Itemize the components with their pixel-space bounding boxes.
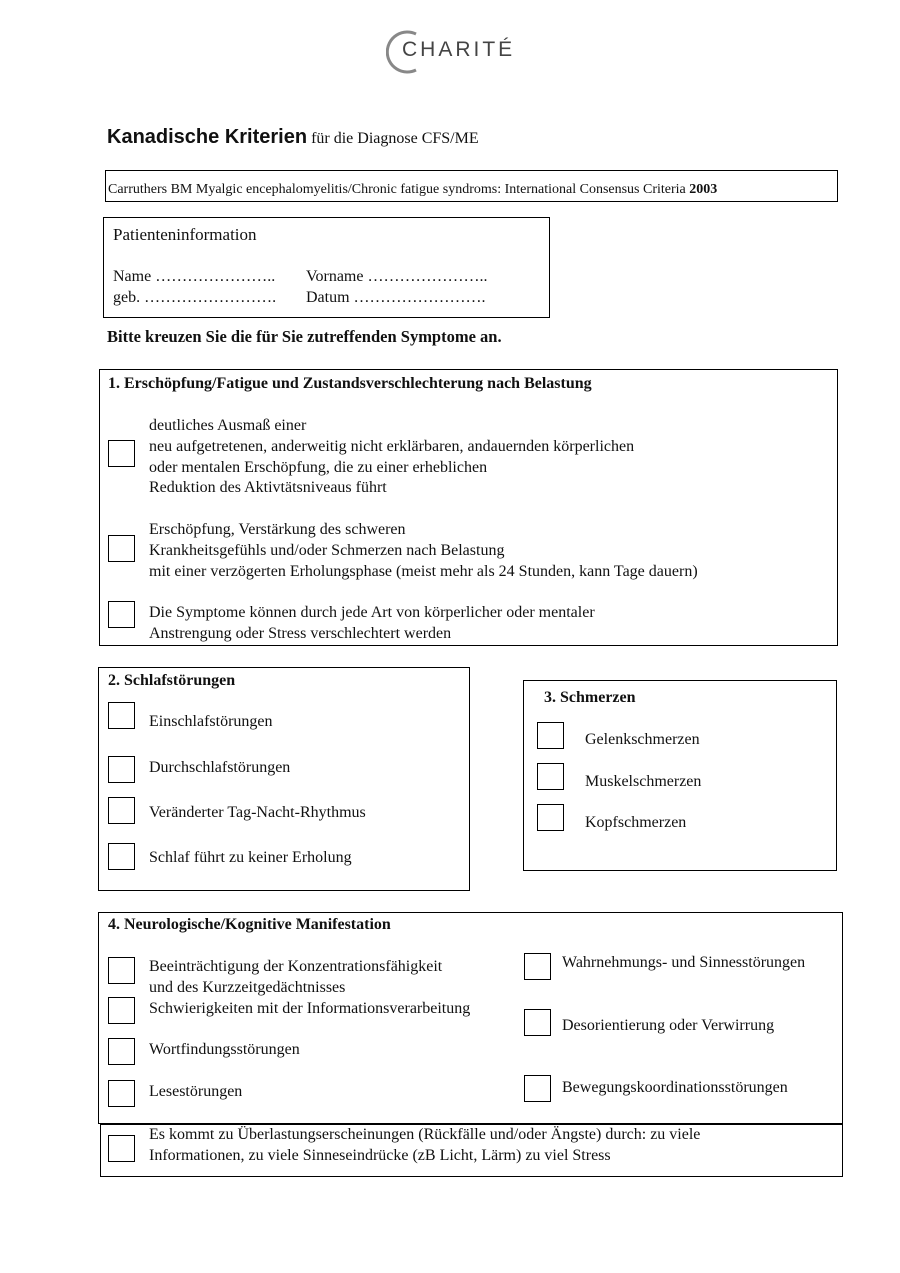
section4-left-item3-checkbox[interactable] bbox=[108, 1038, 135, 1065]
title-main: Kanadische Kriterien bbox=[107, 126, 308, 148]
overload-line2: Informationen, zu viele Sinneseindrücke (zB Licht, Lärm) zu viel Stress bbox=[149, 1146, 611, 1164]
section2-heading: 2. Schlafstörungen bbox=[108, 672, 236, 689]
logo-text: CHARITÉ bbox=[402, 38, 516, 61]
section4-left-item1-checkbox[interactable] bbox=[108, 957, 135, 984]
section4-left-item1-line2: und des Kurzzeitgedächtnisses bbox=[149, 978, 346, 996]
section4-right-item2-checkbox[interactable] bbox=[524, 1009, 551, 1036]
birthdate-field[interactable]: geb. ……………………. bbox=[113, 289, 277, 306]
section4-left-item1-line1: Beeinträchtigung der Konzentrationsfähigkeit bbox=[149, 958, 443, 975]
section3-item2-checkbox[interactable] bbox=[537, 763, 564, 790]
section1-item2-line2: Krankheitsgefühls und/oder Schmerzen nach Belastung bbox=[149, 541, 505, 559]
section2-item4-label: Schlaf führt zu keiner Erholung bbox=[149, 849, 352, 866]
section1-item3-checkbox[interactable] bbox=[108, 601, 135, 628]
section2-item3-label: Veränderter Tag-Nacht-Rhythmus bbox=[149, 804, 366, 821]
section1-item1-line2: neu aufgetretenen, anderweitig nicht erklärbaren, andauernden körperlichen bbox=[149, 437, 635, 455]
reference-text bbox=[108, 182, 717, 198]
section4-left-item4-checkbox[interactable] bbox=[108, 1080, 135, 1107]
section3-item1-checkbox[interactable] bbox=[537, 722, 564, 749]
reference-citation: Carruthers BM Myalgic encephalomyelitis/Chronic fatigue syndroms: International Consensus Criteria bbox=[108, 182, 686, 197]
section3-item3-label: Kopfschmerzen bbox=[585, 814, 687, 831]
overload-checkbox[interactable] bbox=[108, 1135, 135, 1162]
section2-item4-checkbox[interactable] bbox=[108, 843, 135, 870]
section1-item1-line3: oder mentalen Erschöpfung, die zu einer erheblichen bbox=[149, 458, 488, 476]
section1-item1-line4: Reduktion des Aktivtätsniveaus führt bbox=[149, 479, 387, 497]
section4-box bbox=[98, 912, 843, 1124]
section1-item1-checkbox[interactable] bbox=[108, 440, 135, 467]
section4-right-item3-label: Bewegungskoordinationsstörungen bbox=[562, 1079, 788, 1096]
section3-item2-label: Muskelschmerzen bbox=[585, 773, 702, 790]
name-field[interactable]: Name ………………….. bbox=[113, 268, 276, 285]
section4-left-item2-label: Schwierigkeiten mit der Informationsverarbeitung bbox=[149, 1000, 471, 1017]
section2-item2-checkbox[interactable] bbox=[108, 756, 135, 783]
section1-item3-line2: Anstrengung oder Stress verschlechtert werden bbox=[149, 624, 452, 642]
section4-heading: 4. Neurologische/Kognitive Manifestation bbox=[108, 916, 391, 933]
section1-heading: 1. Erschöpfung/Fatigue und Zustandsverschlechterung nach Belastung bbox=[108, 375, 592, 392]
section4-right-item3-checkbox[interactable] bbox=[524, 1075, 551, 1102]
firstname-field[interactable]: Vorname ………………….. bbox=[306, 268, 488, 285]
page-title bbox=[107, 126, 479, 149]
section4-left-item2-checkbox[interactable] bbox=[108, 997, 135, 1024]
section3-item3-checkbox[interactable] bbox=[537, 804, 564, 831]
title-sub: für die Diagnose CFS/ME bbox=[311, 130, 479, 147]
section2-item1-label: Einschlafstörungen bbox=[149, 713, 273, 730]
section1-item3-line1: Die Symptome können durch jede Art von körperlicher oder mentaler bbox=[149, 604, 595, 621]
overload-box bbox=[100, 1124, 843, 1177]
section1-item1-line1: deutliches Ausmaß einer bbox=[149, 417, 307, 434]
patient-info-heading: Patienteninformation bbox=[113, 225, 257, 244]
section3-box bbox=[523, 680, 837, 871]
section1-item2-line3: mit einer verzögerten Erholungsphase (meist mehr als 24 Stunden, kann Tage dauern) bbox=[149, 562, 698, 580]
reference-box bbox=[105, 170, 838, 202]
section3-heading: 3. Schmerzen bbox=[544, 689, 636, 706]
section4-left-item4-label: Lesestörungen bbox=[149, 1083, 243, 1100]
date-field[interactable]: Datum ……………………. bbox=[306, 289, 486, 306]
section2-item3-checkbox[interactable] bbox=[108, 797, 135, 824]
section2-box bbox=[98, 667, 470, 891]
section1-item2-line1: Erschöpfung, Verstärkung des schweren bbox=[149, 521, 406, 538]
section4-left-item3-label: Wortfindungsstörungen bbox=[149, 1041, 300, 1058]
section4-right-item1-label: Wahrnehmungs- und Sinnesstörungen bbox=[562, 954, 806, 971]
overload-line1: Es kommt zu Überlastungserscheinungen (Rückfälle und/oder Ängste) durch: zu viele bbox=[149, 1126, 701, 1143]
section2-item1-checkbox[interactable] bbox=[108, 702, 135, 729]
section2-item2-label: Durchschlafstörungen bbox=[149, 759, 291, 776]
instruction-text: Bitte kreuzen Sie die für Sie zutreffenden Symptome an. bbox=[107, 327, 502, 346]
reference-year: 2003 bbox=[689, 182, 718, 197]
patient-info-box bbox=[103, 217, 550, 318]
section3-item1-label: Gelenkschmerzen bbox=[585, 731, 700, 748]
section4-right-item1-checkbox[interactable] bbox=[524, 953, 551, 980]
section1-item2-checkbox[interactable] bbox=[108, 535, 135, 562]
section4-right-item2-label: Desorientierung oder Verwirrung bbox=[562, 1017, 775, 1034]
section1-box bbox=[99, 369, 838, 646]
